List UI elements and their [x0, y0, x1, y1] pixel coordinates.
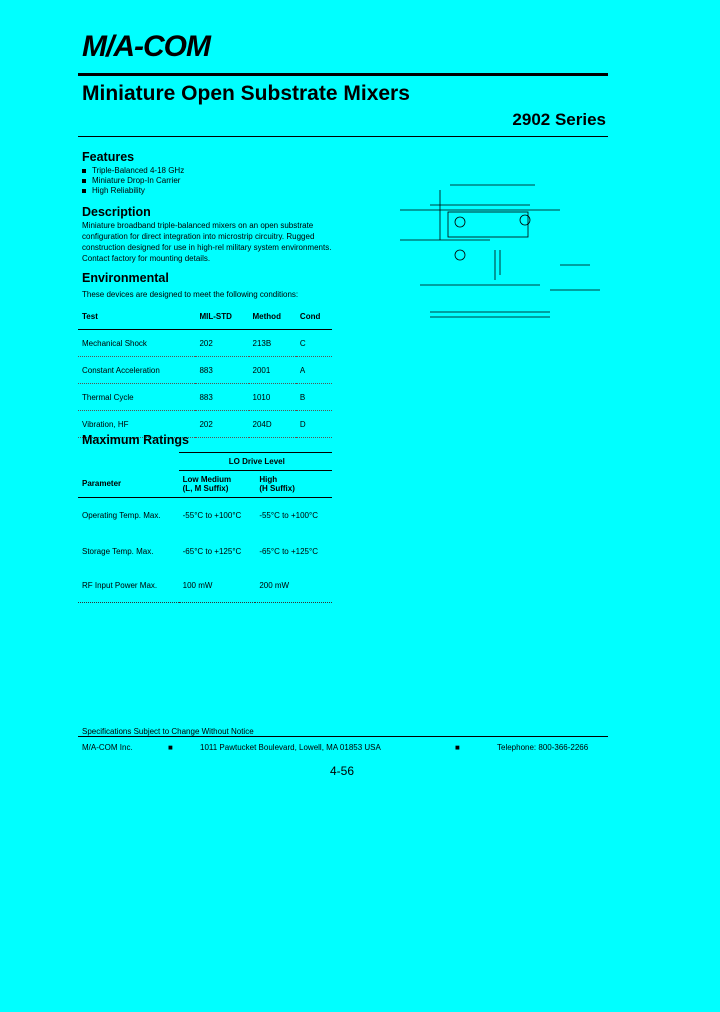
footer-address: 1011 Pawtucket Boulevard, Lowell, MA 01853 USA [200, 743, 381, 752]
table-row [78, 384, 332, 411]
bullet-icon [82, 179, 86, 183]
description-text: Miniature broadband triple-balanced mixers on an open substrate configuration for direct integration into microstrip circuitry. Rugged construction designed for use in high-rel military system environments. Contact factory for mounting details. [82, 221, 332, 263]
cell: Storage Temp. Max. [82, 547, 154, 556]
environmental-table [78, 303, 332, 438]
cell: Operating Temp. Max. [82, 511, 161, 520]
cell: -65°C to +125°C [182, 547, 242, 556]
table-row [78, 357, 332, 384]
table-row [78, 570, 332, 603]
cell: -55°C to +100°C [182, 511, 242, 520]
col-parameter: Parameter [82, 479, 122, 488]
footer-company: M/A-COM Inc. [82, 743, 133, 752]
cell: B [296, 384, 332, 411]
ratings-heading: Maximum Ratings [82, 433, 189, 447]
series-label: 2902 Series [512, 110, 606, 129]
table-row [78, 497, 332, 534]
company-logo: M/A-COM [82, 30, 210, 63]
feature-item: Miniature Drop-In Carrier [82, 176, 184, 186]
table-row [78, 534, 332, 570]
cell: Thermal Cycle [78, 384, 195, 411]
cell: 202 [195, 411, 248, 438]
cell: RF Input Power Max. [82, 581, 158, 590]
feature-item: Triple-Balanced 4-18 GHz [82, 166, 184, 176]
environmental-heading: Environmental [82, 271, 169, 285]
cell: 100 mW [182, 581, 213, 590]
page-number: 4-56 [330, 764, 355, 778]
cell: Mechanical Shock [78, 330, 195, 357]
footer-phone: Telephone: 800-366-2266 [497, 743, 589, 752]
cell: 1010 [249, 384, 296, 411]
cell: -65°C to +125°C [259, 547, 318, 556]
feature-item: High Reliability [82, 186, 184, 196]
ratings-table [78, 452, 332, 603]
description-heading: Description [82, 205, 151, 219]
cell: A [296, 357, 332, 384]
cell: Vibration, HF [78, 411, 195, 438]
cell: 883 [195, 357, 248, 384]
series-rule [78, 136, 608, 137]
outline-drawing [360, 160, 610, 350]
cell: 204D [249, 411, 296, 438]
col-method: Method [249, 303, 296, 330]
cell: 883 [195, 384, 248, 411]
lo-drive-label: LO Drive Level [179, 453, 332, 471]
cell: 200 mW [259, 581, 290, 590]
cell: -55°C to +100°C [259, 511, 318, 520]
cell: 2001 [249, 357, 296, 384]
col-low-medium: Low Medium (L, M Suffix) [182, 474, 232, 493]
cell: 202 [195, 330, 248, 357]
bullet-icon [82, 189, 86, 193]
col-high: High (H Suffix) [259, 474, 295, 493]
cell: 213B [249, 330, 296, 357]
page-title: Miniature Open Substrate Mixers [82, 82, 410, 105]
cell: C [296, 330, 332, 357]
environmental-intro: These devices are designed to meet the following conditions: [82, 290, 299, 299]
features-heading: Features [82, 150, 135, 164]
table-row [78, 330, 332, 357]
features-list [82, 166, 184, 196]
table-header [78, 303, 332, 330]
bullet-icon: ■ [168, 743, 173, 752]
cell: Constant Acceleration [78, 357, 195, 384]
col-test: Test [78, 303, 195, 330]
col-milstd: MIL-STD [195, 303, 248, 330]
col-cond: Cond [296, 303, 332, 330]
bullet-icon [82, 169, 86, 173]
bullet-icon: ■ [455, 743, 460, 752]
spec-notice: Specifications Subject to Change Without Notice [82, 727, 254, 736]
footer-rule [78, 736, 608, 737]
cell: D [296, 411, 332, 438]
header-rule [78, 73, 608, 76]
